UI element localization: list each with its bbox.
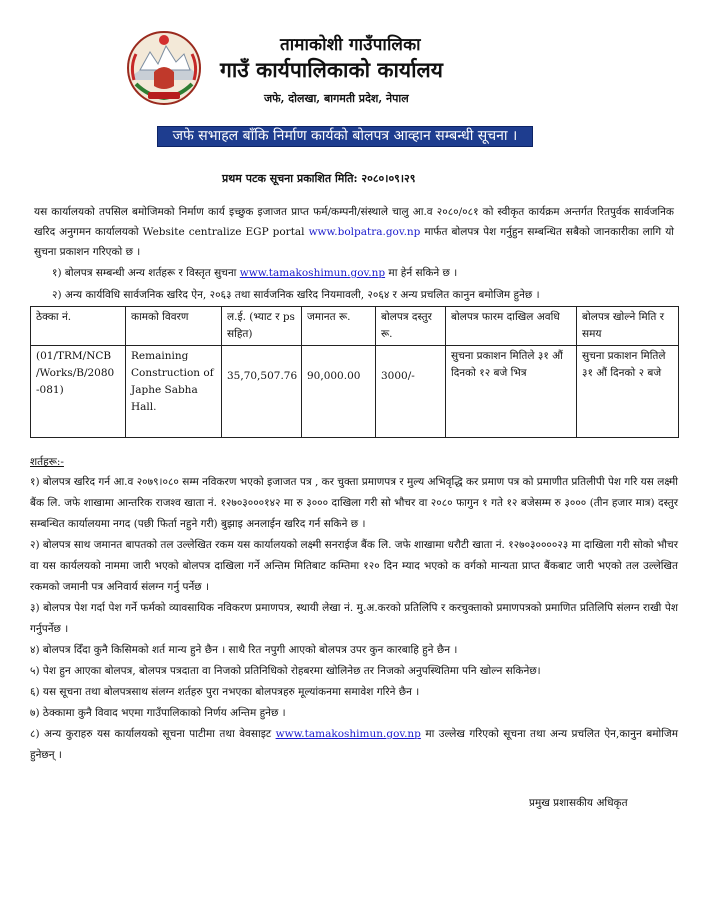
term-5: ५) पेश हुन आएका बोलपत्र, बोलपत्र पत्रदाता वा निजको प्रतिनिधिको रोहबरमा खोलिनेछ तर निजको अनुपस्थितिमा पनि खोल्न सकिनेछ। [30,665,541,677]
term-2: २) बोलपत्र साथ जमानत बापतको तल उल्लेखित रकम यस कार्यालयको लक्ष्मी सनराईज बैंक लि. जफे शाखामा धरौटी खाता नं. १२७०३००००२३ मा दाखिला गरी सोको भौचर वा यस कार्यलयको नाममा जारी भएको बोलपत्र दाखिला गर्ने अन्तिम मितिबाट कम्तिमा १२० दिन म्याद भएको क वर्गको मान्यता प्राप्त बैंकबाट जारी भएको तल उल्लेखित रकमको जमानी पत्र अनिवार्य संलग्न गर्नु पर्नेछ । [30,539,678,593]
publish-date: प्रथम पटक सूचना प्रकाशित मिति: २०८०।०९।२९ [222,172,416,185]
term-3: ३) बोलपत्र पेश गर्दा पेश गर्ने फर्मको व्यावसायिक नविकरण प्रमाणपत्र, स्थायी लेखा नं. मु.अ.करको प्रतिलिपि र करचुक्ताको प्रमाणपत्रको प्रमाणित प्रतिलिपि संलग्न राखी पेश गर्नुपर्नेछ । [30,602,678,635]
term-4: ४) बोलपत्र दिँदा कुनै किसिमको शर्त मान्य हुने छैन । साथै रित नपुगी आएको बोलपत्र उपर कुन कारबाहि हुने छैन । [30,644,458,656]
table-cell: सुचना प्रकाशन मितिले ३१ औं दिनको २ बजे [577,346,679,438]
intro-text-after: मार्फत बोलपत्र पेश गर्नुहुन सम्बन्धित सबैको जानकारीका लागि यो सुचना प्रकाशन गरिएको छ । [34,226,675,258]
intro-text: यस कार्यालयको तपसिल बमोजिमको निर्माण कार्य इच्छुक इजाजत प्राप्त फर्म/कम्पनी/संस्थाले चालु आ.व २०८०/०८१ को स्वीकृत कार्यक्रम अन्तर्गत रितपुर्वक सार्वजनिक खरिद अनुगमन कार्यालयको Website centralize EGP portal [34,206,674,238]
table-cell: (01/TRM/NCB /Works/B/2080 -081) [31,346,126,438]
header-cell: बोलपत्र दस्तुर रू. [376,307,446,346]
term-8-after: मा उल्लेख गरिएको सूचना तथा अन्य प्रचलित ऐन,कानुन बमोजिम हुनेछन् । [30,728,678,761]
table-cell: 35,70,507.76 [222,346,302,438]
header-cell: बोलपत्र फारम दाखिल अवधि [446,307,577,346]
term-8-text: ८) अन्य कुराहरु यस कार्यालयको सूचना पाटीमा तथा वेवसाइट [30,728,272,740]
header-cell: कामको विवरण [126,307,222,346]
terms-list [30,472,678,766]
table-row [31,346,679,438]
table-cell: 90,000.00 [302,346,376,438]
table-header-row [31,307,679,346]
point-1-after: मा हेर्न सकिने छ । [388,267,458,279]
table-cell: सुचना प्रकाशन मितिले ३१ औं दिनको १२ बजे भित्र [446,346,577,438]
tender-table [30,306,679,438]
term-7: ७) ठेक्कामा कुनै विवाद भएमा गाउँपालिकाको निर्णय अन्तिम हुनेछ । [30,707,286,719]
point-1 [52,266,457,280]
tamakoshi-website-link[interactable]: www.tamakoshimun.gov.np [239,267,386,279]
office-address: जफे, दोलखा, बागमती प्रदेश, नेपाल [264,92,409,105]
municipality-name: तामाकोशी गाउँपालिका [280,35,421,55]
notice-title-banner: जफे सभाहल बाँकि निर्माण कार्यको बोलपत्र आव्हान सम्बन्धी सूचना । [157,126,533,147]
term-8 [30,724,678,766]
header-cell: ल.ई. (भ्याट र ps सहित) [222,307,302,346]
nepal-emblem-icon [126,30,202,106]
header-cell: बोलपत्र खोल्ने मिति र समय [577,307,679,346]
intro-paragraph [34,202,674,262]
term-6: ६) यस सूचना तथा बोलपत्रसाथ संलग्न शर्तहरु पुरा नभएका बोलपत्रहरु मूल्यांकनमा समावेश गरिने छैन । [30,686,420,698]
tamakoshi-website-link[interactable]: www.tamakoshimun.gov.np [275,728,421,740]
signatory-title: प्रमुख प्रशासकीय अधिकृत [529,797,628,809]
bolpatra-link[interactable]: www.bolpatra.gov.np [308,226,421,238]
point-1-text: १) बोलपत्र सम्बन्धी अन्य शर्तहरू र विस्तृत सुचना [52,267,237,279]
terms-heading: शर्तहरू:- [30,456,64,468]
point-2: २) अन्य कार्यविधि सार्वजनिक खरिद ऐन, २०६३ तथा सार्वजनिक खरिद नियमावली, २०६४ र अन्य प्रचलित कानुन बमोजिम हुनेछ । [52,289,540,301]
office-name: गाउँ कार्यपालिकाको कार्यालय [220,57,443,82]
table-cell: 3000/- [376,346,446,438]
table-cell: Remaining Construction of Japhe Sabha Hall. [126,346,222,438]
header-cell: ठेक्का नं. [31,307,126,346]
header-cell: जमानत रू. [302,307,376,346]
term-1: १) बोलपत्र खरिद गर्न आ.व २०७९।०८० सम्म नविकरण भएको इजाजत पत्र , कर चुक्ता प्रमाणपत्र र मुल्य अभिवृद्धि कर प्रमाण पत्र को प्रमाणीत प्रतिलीपी पेश गरि यस लक्ष्मी बैंक लि. जफे शाखामा आन्तरिक राजश्व खाता नं. १२७०३०००१४२ मा रु ३००० दाखिला गरी सो भौचर वा २०८० फागुन १ गते १२ बजेसम्म रु ३००० (तीन हजार मात्र) दस्तुर सम्बन्धित कार्यालयमा नगद (पछी फिर्ता नहुने गरी) बुझाइ अनलाईन खरिद गर्न सकिने छ । [30,476,678,530]
